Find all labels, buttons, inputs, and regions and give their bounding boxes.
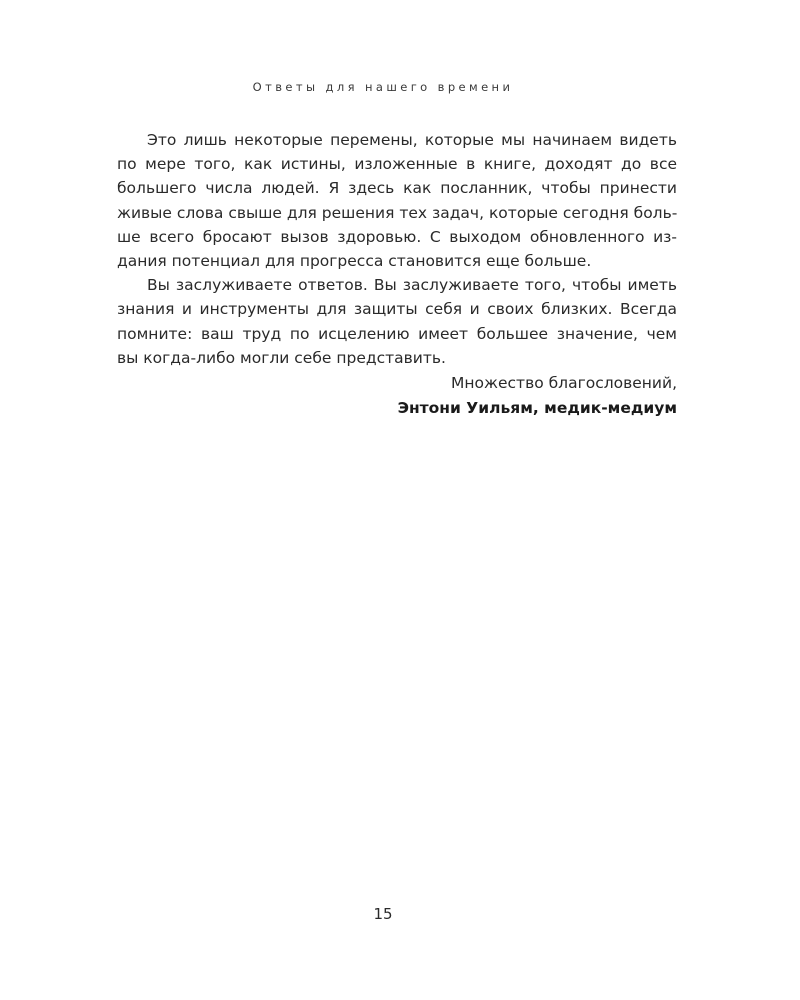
signature-name: Энтони Уильям, медик-медиум [397,399,677,417]
text-line: дания потенциал для прогресса становится еще больше. [117,252,592,271]
page-number: 15 [373,905,393,923]
signature-closing: Множество благословений, [451,374,677,392]
body-text [117,128,677,370]
text-line: живые слова свыше для решения тех задач, которые сегодня боль- [117,203,678,222]
text-line: знания и инструменты для защиты себя и своих близких. Всегда [117,300,677,319]
text-line: ше всего бросают вызов здоровью. С выходом обновленного из- [117,227,677,246]
paragraph [117,273,677,370]
text-line: Вы заслуживаете ответов. Вы заслуживаете того, чтобы иметь [147,276,677,295]
text-line: по мере того, как истины, изложенные в книге, доходят до все [117,155,677,174]
running-header: Ответы для нашего времени [252,80,514,94]
text-line: помните: ваш труд по исцелению имеет большее значение, чем [117,324,677,343]
text-line: большего числа людей. Я здесь как посланник, чтобы принести [117,179,677,198]
text-line: вы когда-либо могли себе представить. [117,348,446,367]
paragraph [117,128,677,273]
text-line: Это лишь некоторые перемены, которые мы начинаем видеть [147,131,677,149]
